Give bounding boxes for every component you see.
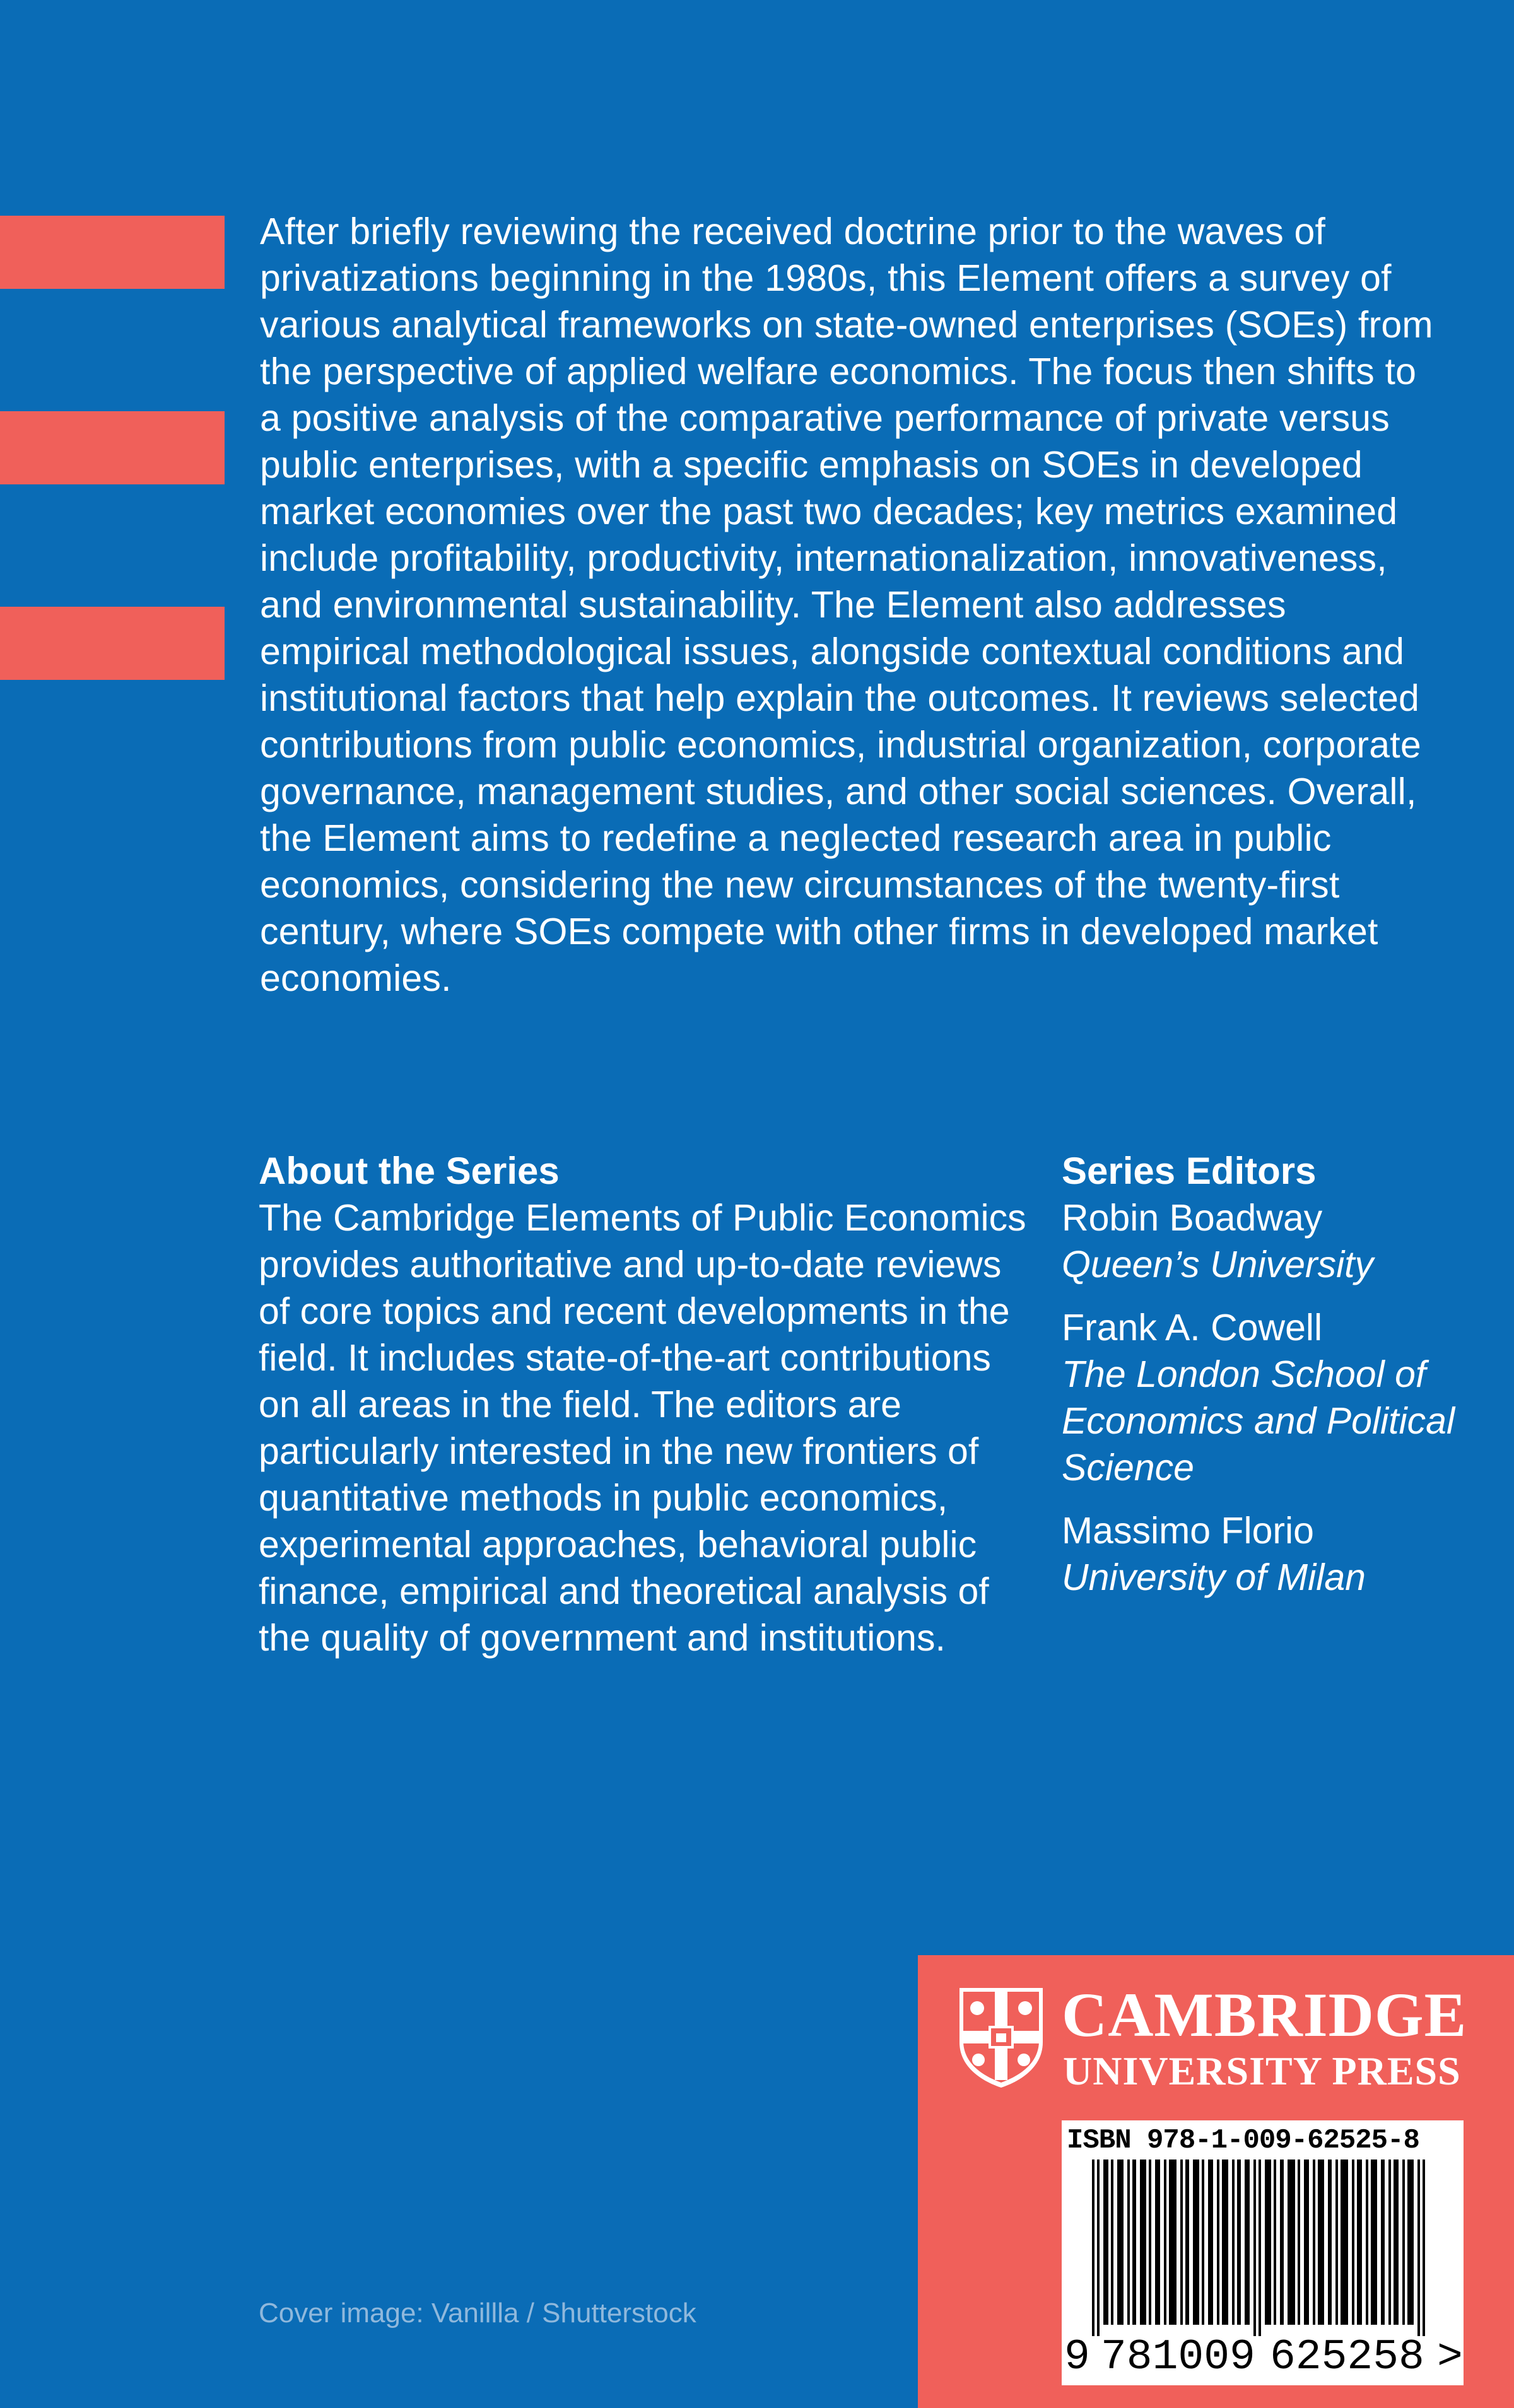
university-crest-icon bbox=[957, 1985, 1045, 2089]
publisher-name-line1: CAMBRIDGE bbox=[1062, 1980, 1467, 2050]
barcode-digits-left: 781009 bbox=[1101, 2333, 1255, 2382]
editor-name: Massimo Florio bbox=[1062, 1510, 1314, 1552]
editor-affiliation: Queen’s University bbox=[1062, 1244, 1374, 1285]
decorative-stripe-1 bbox=[0, 216, 225, 289]
editor-entry bbox=[1062, 1195, 1491, 1288]
book-description: After briefly reviewing the received doctrine prior to the waves of privatizations beginning in the 1980s, this Element offers a survey of various analytical frameworks on state-owned enterprises (SOEs) from the perspective of applied welfare economics. The focus then shifts to a positive analysis of the comparative performance of private versus public enterprises, with a specific emphasis on SOEs in developed market economies over the past two decades; key metrics examined include profitability, productivity, internationalization, innovativeness, and environmental sustainability. The Element also addresses empirical methodological issues, alongside contextual conditions and institutional factors that help explain the outcomes. It reviews selected contributions from public economics, industrial organization, corporate governance, management studies, and other social sciences. Overall, the Element aims to redefine a neglected research area in public economics, considering the new circumstances of the twenty-first century, where SOEs compete with other firms in developed market economies. bbox=[260, 211, 1433, 999]
editor-affiliation: University of Milan bbox=[1062, 1557, 1366, 1598]
publisher-logo-text bbox=[1062, 1982, 1467, 2094]
decorative-stripe-3 bbox=[0, 607, 225, 680]
barcode-digit-prefix: 9 bbox=[1064, 2333, 1090, 2382]
editor-name: Robin Boadway bbox=[1062, 1197, 1323, 1239]
publisher-name-line2: UNIVERSITY PRESS bbox=[1063, 2049, 1461, 2093]
about-heading: About the Series bbox=[259, 1150, 560, 1192]
editor-entry bbox=[1062, 1304, 1491, 1491]
barcode-bars bbox=[1067, 2160, 1458, 2336]
editor-name: Frank A. Cowell bbox=[1062, 1307, 1323, 1348]
cover-image-credit: Cover image: Vanillla / Shutterstock bbox=[259, 2298, 696, 2329]
isbn-text: ISBN 978-1-009-62525-8 bbox=[1067, 2125, 1419, 2156]
isbn-barcode bbox=[1062, 2120, 1464, 2385]
barcode-arrow: > bbox=[1437, 2333, 1463, 2382]
editor-entry bbox=[1062, 1507, 1491, 1601]
barcode-digits-right: 625258 bbox=[1270, 2333, 1424, 2382]
editor-affiliation: The London School of Economics and Political Science bbox=[1062, 1353, 1455, 1488]
about-the-series bbox=[259, 1148, 1035, 1661]
decorative-stripe-2 bbox=[0, 411, 225, 484]
series-editors bbox=[1062, 1148, 1491, 1617]
editors-heading: Series Editors bbox=[1062, 1150, 1317, 1192]
about-text: The Cambridge Elements of Public Economics provides authoritative and up-to-date reviews of core topics and recent developments in the field. It includes state-of-the-art contributions on all areas in the field. The editors are particularly interested in the new frontiers of quantitative methods in public economics, experimental approaches, behavioral public finance, empirical and theoretical analysis of the quality of government and institutions. bbox=[259, 1197, 1026, 1659]
publisher-panel bbox=[918, 1955, 1514, 2408]
